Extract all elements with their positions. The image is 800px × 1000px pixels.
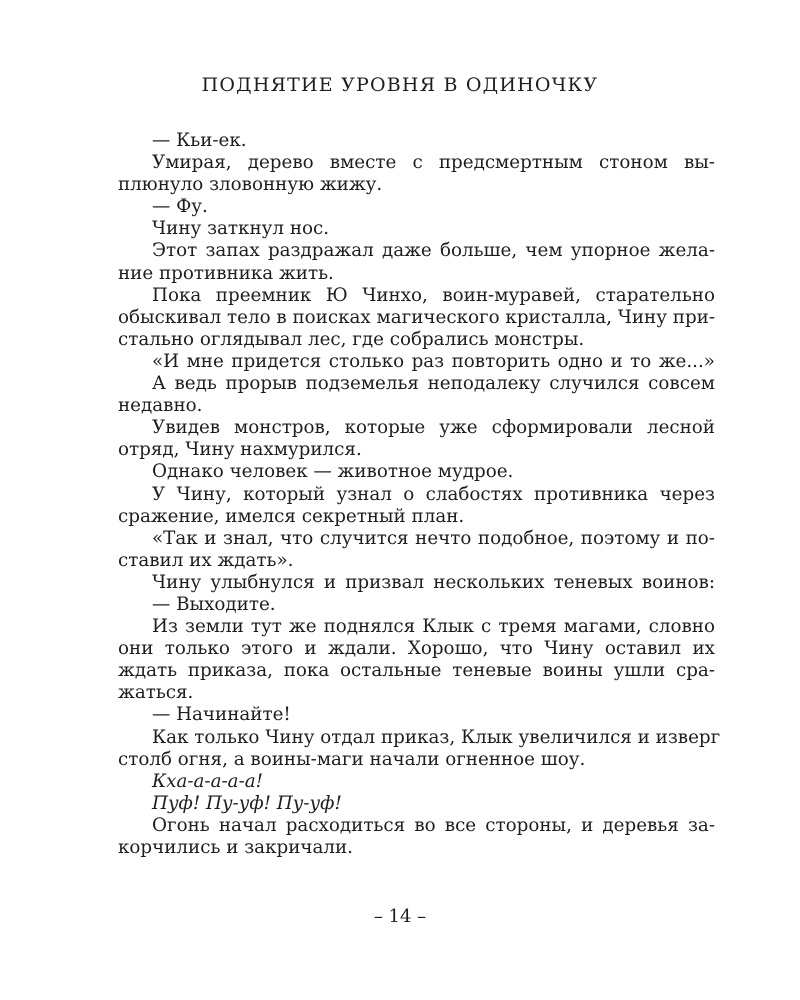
text-line: — Кьи-ек. [152,130,247,151]
text-line: А ведь прорыв подземелья неподалеку случился совсем [152,373,715,395]
text-line: ние противника жить. [118,262,334,284]
text-line: Однако человек — животное мудрое. [152,461,514,483]
running-header-title: ПОДНЯТИЕ УРОВНЯ В ОДИНОЧКУ [201,74,599,96]
text-line: столб огня, а воины-маги начали огненное шоу. [118,748,586,770]
text-line: Умирая, дерево вместе с предсмертным стоном вы- [152,152,715,174]
text-line: Как только Чину отдал приказ, Клык увеличился и изверг [152,726,721,748]
text-line: ждать приказа, пока остальные теневые воины ушли сра- [118,660,715,682]
text-line: отряд, Чину нахмурился. [118,439,362,461]
text-line: Пуф! Пу-уф! Пу-уф! [152,792,342,814]
text-line: «Так и знал, что случится нечто подобное, поэтому и по- [152,527,715,549]
text-line: стально оглядывал лес, где собрались монстры. [118,328,585,350]
text-line: Кха-а-а-а-а! [152,770,264,792]
text-line: Пока преемник Ю Чинхо, воин-муравей, старательно [152,284,715,306]
text-line: ставил их ждать». [118,549,294,571]
text-line: Из земли тут же поднялся Клык с тремя магами, словно [152,616,715,638]
text-line: Чину улыбнулся и призвал нескольких теневых воинов: [152,571,715,593]
text-line: — Выходите. [152,593,276,615]
text-line: сражение, имелся секретный план. [118,505,465,527]
text-line: плюнуло зловонную жижу. [118,174,383,196]
text-line: обыскивал тело в поисках магического кристалла, Чину при- [118,306,716,328]
page-number: – 14 – [373,906,427,927]
text-line: корчились и закричали. [118,837,353,858]
text-line: жаться. [118,682,194,704]
text-line: Чину заткнул нос. [152,218,330,240]
text-line: «И мне придется столько раз повторить одно и то же...» [152,350,715,372]
text-line: Увидев монстров, которые уже сформировали лесной [152,417,715,439]
text-line: Огонь начал расходиться во все стороны, и деревья за- [152,814,715,836]
text-line: Этот запах раздражал даже больше, чем упорное жела- [152,240,715,262]
text-line: У Чину, который узнал о слабостях противника через [152,483,715,505]
body-text [118,130,721,859]
text-line: — Начинайте! [152,704,291,726]
text-line: недавно. [118,395,203,417]
text-line: — Фу. [152,196,208,218]
text-line: они только этого и ждали. Хорошо, что Чину оставил их [118,638,715,660]
